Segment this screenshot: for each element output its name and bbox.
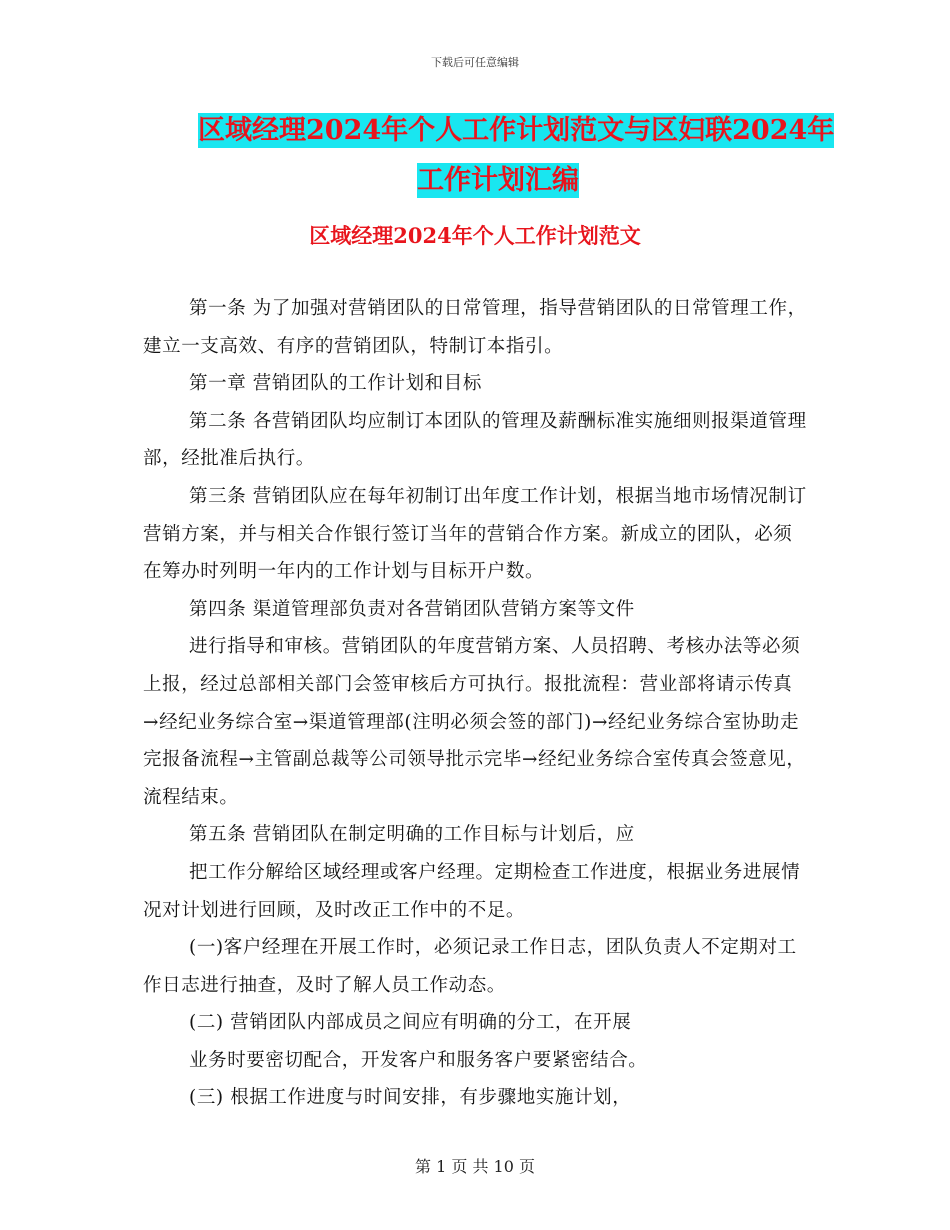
title-line-1: 区域经理2024年个人工作计划范文与区妇联2024年 [198,115,835,146]
title-line-2: 工作计划汇编 [417,165,579,196]
paragraph-chapter-1: 第一章 营销团队的工作计划和目标 [189,373,482,395]
paragraph-item-1: (一)客户经理在开展工作时，必须记录工作日志，团队负责人不定期对工作日志进行抽查，及时了解人员工作动态。 [143,937,797,996]
paragraph-article-2: 第二条 各营销团队均应制订本团队的管理及薪酬标准实施细则报渠道管理部，经批准后执行。 [143,410,807,470]
paragraph-item-2-cont: 业务时要密切配合，开发客户和服务客户要紧密结合。 [189,1049,648,1071]
body-text [143,290,807,1117]
document-title [198,106,835,206]
page-number-footer: 第 1 页 共 10 页 [415,1157,535,1176]
paragraph-article-3: 第三条 营销团队应在每年初制订出年度工作计划，根据当地市场情况制订营销方案，并与相关合作银行签订当年的营销合作方案。新成立的团队，必须在筹办时列明一年内的工作计划与目标开户数。 [143,485,807,583]
paragraph-article-4-cont: 进行指导和审核。营销团队的年度营销方案、人员招聘、考核办法等必须上报，经过总部相关部门会签审核后方可执行。报批流程：营业部将请示传真→经纪业务综合室→渠道管理部(注明必须会签的部门)→经纪业务综合室协助走完报备流程→主管副总裁等公司领导批示完毕→经纪业务综合室传真会签意见，流程结束。 [143,636,806,808]
section-title: 区域经理2024年个人工作计划范文 [309,223,641,248]
paragraph-article-4: 第四条 渠道管理部负责对各营销团队营销方案等文件 [189,598,635,620]
paragraph-item-2: (二) 营销团队内部成员之间应有明确的分工，在开展 [189,1012,632,1034]
header-note: 下载后可任意编辑 [431,56,519,69]
paragraph-article-1: 第一条 为了加强对营销团队的日常管理，指导营销团队的日常管理工作，建立一支高效、有序的营销团队，特制订本指引。 [143,298,807,357]
paragraph-article-5: 第五条 营销团队在制定明确的工作目标与计划后，应 [189,824,635,846]
paragraph-article-5-cont: 把工作分解给区域经理或客户经理。定期检查工作进度，根据业务进展情况对计划进行回顾，及时改正工作中的不足。 [143,861,801,921]
paragraph-item-3: (三) 根据工作进度与时间安排，有步骤地实施计划， [189,1087,632,1109]
